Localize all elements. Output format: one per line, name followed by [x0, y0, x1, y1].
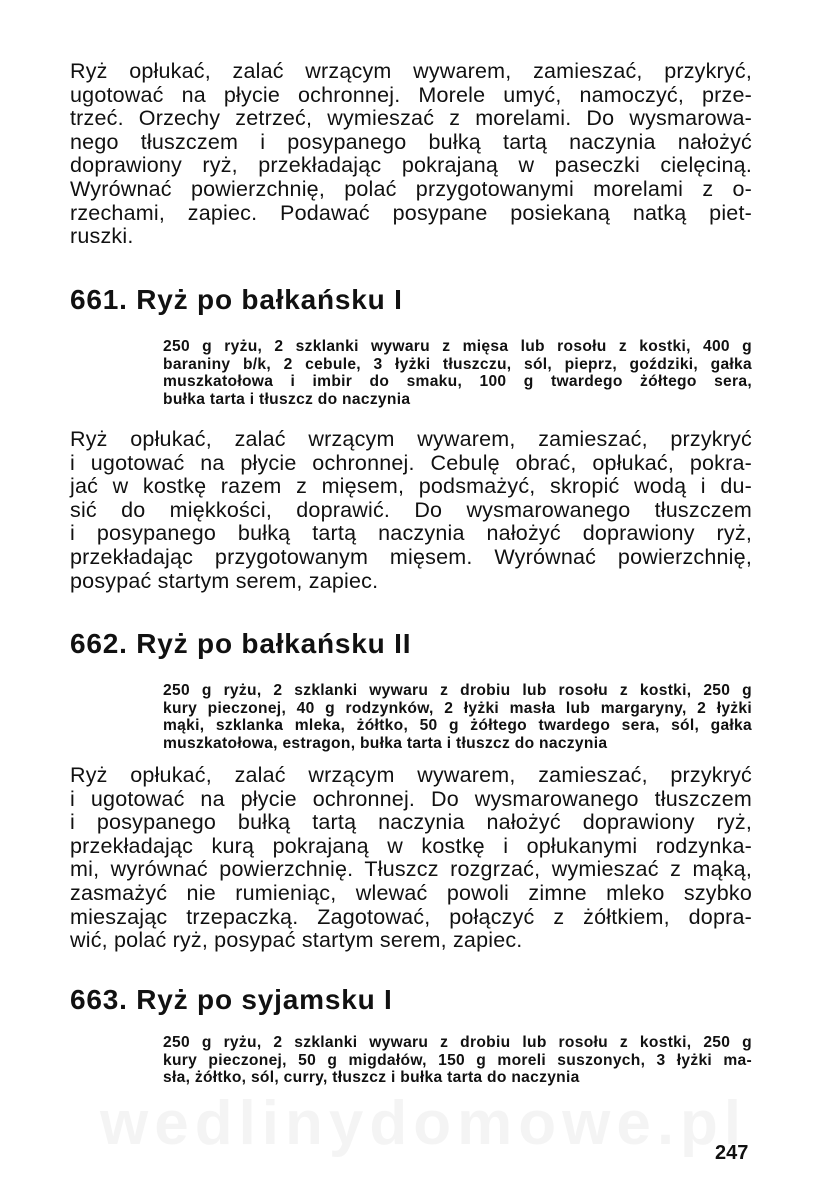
recipe-662-ingredients — [163, 682, 752, 752]
recipe-662-heading: 662. Ryż po bałkańsku II — [70, 628, 412, 659]
ingredient-line: bułka tarta i tłuszcz do naczynia — [163, 390, 411, 408]
text-line: Ryż opłukać, zalać wrzącym wywarem, zamieszać, przykryć — [70, 763, 752, 787]
text-line: zasmażyć nie rumieniąc, wlewać powoli zimne mleko szybko — [70, 880, 752, 905]
text-line: rzechami, zapiec. Podawać posypane posiekaną natką piet- — [70, 200, 752, 225]
text-line: Wyrównać powierzchnię, polać przygotowanymi morelami z o- — [70, 176, 752, 201]
text-line: Ryż opłukać, zalać wrzącym wywarem, zamieszać, przykryć, — [70, 59, 752, 83]
recipe-663-heading: 663. Ryż po syjamsku I — [70, 984, 393, 1015]
recipe-661-method — [70, 428, 752, 593]
ingredient-line: 250 g ryżu, 2 szklanki wywaru z mięsa lub rosołu z kostki, 400 g — [163, 338, 752, 355]
text-line: i posypanego bułką tartą naczynia nałożyć doprawiony ryż, — [70, 521, 752, 546]
ingredient-line: kury pieczonej, 40 g rodzynków, 2 łyżki masła lub margaryny, 2 łyżki — [163, 699, 752, 717]
text-line: i ugotować na płycie ochronnej. Cebulę obrać, opłukać, pokra- — [70, 450, 752, 475]
ingredient-line: kury pieczonej, 50 g migdałów, 150 g moreli suszonych, 3 łyżki ma- — [163, 1051, 752, 1069]
text-line: wić, polać ryż, posypać startym serem, zapiec. — [70, 928, 523, 953]
ingredient-line: 250 g ryżu, 2 szklanki wywaru z drobiu lub rosołu z kostki, 250 g — [163, 682, 752, 699]
text-line: i posypanego bułką tartą naczynia nałożyć doprawiony ryż, — [70, 810, 752, 835]
recipe-663-ingredients — [163, 1034, 752, 1087]
text-line: nego tłuszczem i posypanego bułką tartą naczynia nałożyć — [70, 129, 752, 154]
recipe-661-heading: 661. Ryż po bałkańsku I — [70, 284, 403, 315]
text-line: posypać startym serem, zapiec. — [70, 568, 379, 593]
text-line: i ugotować na płycie ochronnej. Do wysmarowanego tłuszczem — [70, 786, 752, 811]
ingredient-line: baraniny b/k, 2 cebule, 3 łyżki tłuszczu, sól, pieprz, goździki, gałka — [163, 355, 752, 373]
ingredient-line: mąki, szklanka mleka, żółtko, 50 g żółtego twardego sera, sól, gałka — [163, 717, 752, 735]
text-line: Ryż opłukać, zalać wrzącym wywarem, zamieszać, przykryć — [70, 427, 752, 451]
text-line: przekładając kurą pokrajaną w kostkę i opłukanymi rodzynka- — [70, 833, 752, 858]
watermark — [100, 1088, 747, 1159]
text-line: ruszki. — [70, 224, 134, 249]
text-line: trzeć. Orzechy zetrzeć, wymieszać z morelami. Do wysmarowa- — [70, 106, 752, 131]
recipe-662-method — [70, 764, 752, 953]
recipe-661-ingredients — [163, 338, 752, 408]
ingredient-line: muszkatołowa, estragon, bułka tarta i tłuszcz do naczynia — [163, 734, 608, 752]
text-line: ugotować na płycie ochronnej. Morele umyć, namoczyć, prze- — [70, 82, 752, 107]
text-line: mi, wyrównać powierzchnię. Tłuszcz rozgrzać, wymieszać z mąką, — [70, 857, 752, 882]
text-line: przekładając przygotowanym mięsem. Wyrównać powierzchnię, — [70, 544, 752, 569]
ingredient-line: 250 g ryżu, 2 szklanki wywaru z drobiu lub rosołu z kostki, 250 g — [163, 1034, 752, 1051]
ingredient-line: muszkatołowa i imbir do smaku, 100 g twardego żółtego sera, — [163, 373, 752, 391]
text-line: jać w kostkę razem z mięsem, podsmażyć, skropić wodą i du- — [70, 474, 752, 499]
intro-paragraph — [70, 60, 752, 249]
text-line: mieszając trzepaczką. Zagotować, połączyć z żółtkiem, dopra- — [70, 904, 752, 929]
page-number: 247 — [715, 1142, 749, 1164]
text-line: doprawiony ryż, przekładając pokrajaną w paseczki cielęciną. — [70, 153, 752, 178]
ingredient-line: sła, żółtko, sól, curry, tłuszcz i bułka tarta do naczynia — [163, 1069, 580, 1087]
text-line: sić do miękkości, doprawić. Do wysmarowanego tłuszczem — [70, 497, 752, 522]
